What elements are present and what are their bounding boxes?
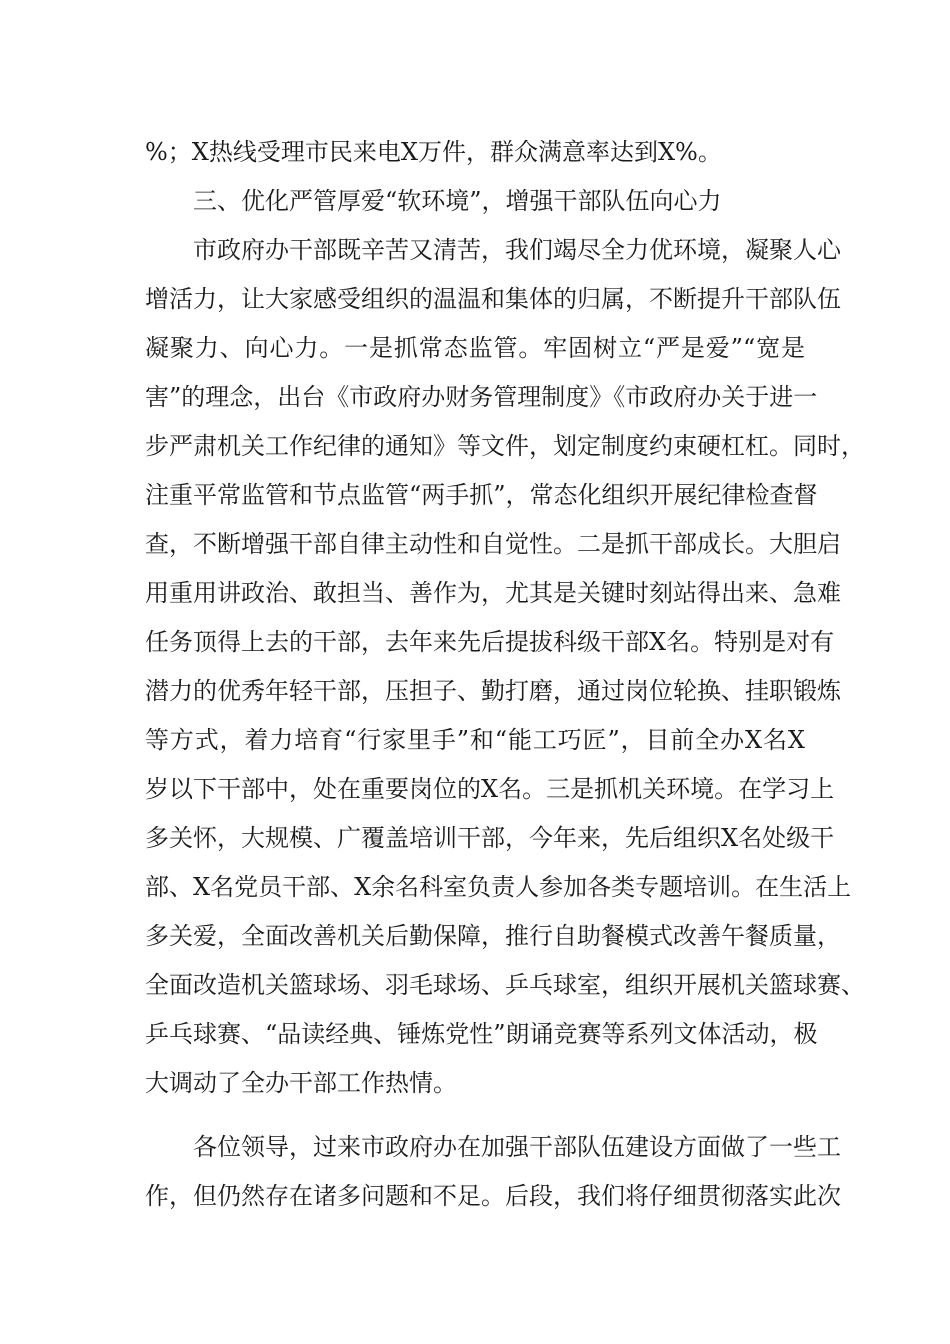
text-line: 潜力的优秀年轻干部，压担子、勤打磨，通过岗位轮换、挂职锻炼: [145, 677, 841, 705]
section-heading: 三、优化严管厚爱“软环境”，增强干部队伍向心力: [193, 187, 722, 215]
text-line: %；X热线受理市民来电X万件，群众满意率达到X%。: [145, 138, 722, 166]
text-line: 多关怀，大规模、广覆盖培训干部，今年来，先后组织X名处级干: [145, 824, 835, 852]
text-line: 乒乓球赛、“品读经典、锤炼党性”朗诵竞赛等系列文体活动，极: [145, 1020, 818, 1048]
text-line: 步严肃机关工作纪律的通知》等文件，划定制度约束硬杠杠。同时，: [145, 432, 865, 460]
text-line: 多关爱，全面改善机关后勤保障，推行自助餐模式改善午餐质量，: [145, 922, 841, 950]
text-line: 各位领导，过来市政府办在加强干部队伍建设方面做了一些工: [193, 1133, 841, 1161]
text-line: 等方式，着力培育“行家里手”和“能工巧匠”，目前全办X名X: [145, 726, 805, 754]
text-line: 用重用讲政治、敢担当、善作为，尤其是关键时刻站得出来、急难: [145, 579, 841, 607]
text-line: 害”的理念，出台《市政府办财务管理制度》《市政府办关于进一: [145, 383, 818, 411]
text-line: 增活力，让大家感受组织的温温和集体的归属，不断提升干部队伍: [145, 285, 841, 313]
text-line: 作，但仍然存在诸多问题和不足。后段，我们将仔细贯彻落实此次: [145, 1182, 841, 1210]
text-line: 注重平常监管和节点监管“两手抓”，常态化组织开展纪律检查督: [145, 481, 818, 509]
text-line: 大调动了全办干部工作热情。: [145, 1069, 457, 1097]
text-line: 凝聚力、向心力。一是抓常态监管。牢固树立“严是爱”“宽是: [145, 334, 805, 362]
text-line: 市政府办干部既辛苦又清苦，我们竭尽全力优环境，凝聚人心: [193, 236, 841, 264]
text-line: 任务顶得上去的干部，去年来先后提拔科级干部X名。特别是对有: [145, 628, 835, 656]
text-line: 岁以下干部中，处在重要岗位的X名。三是抓机关环境。在学习上: [145, 775, 835, 803]
text-line: 全面改造机关篮球场、羽毛球场、乒乓球室，组织开展机关篮球赛、: [145, 971, 865, 999]
text-line: 部、X名党员干部、X余名科室负责人参加各类专题培训。在生活上: [145, 873, 852, 901]
text-line: 查，不断增强干部自律主动性和自觉性。二是抓干部成长。大胆启: [145, 530, 841, 558]
